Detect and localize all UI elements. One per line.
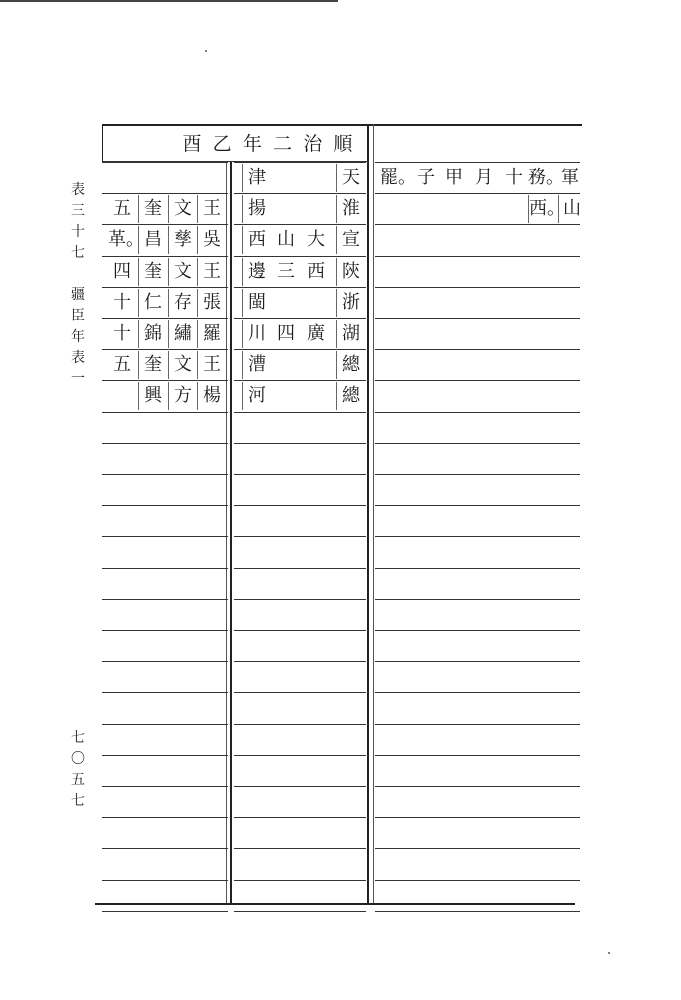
post-char: 閩 bbox=[242, 289, 271, 317]
post-char: 三 bbox=[277, 261, 295, 282]
row-line-right bbox=[375, 412, 580, 413]
row-line-right bbox=[375, 568, 580, 569]
row-line-left bbox=[102, 505, 228, 506]
official-char: 奎 bbox=[138, 351, 167, 379]
row-line-mid bbox=[234, 880, 366, 881]
row-line-mid bbox=[234, 599, 366, 600]
column-divider-main-inner bbox=[373, 124, 374, 904]
side-title-char: 七 bbox=[71, 245, 85, 261]
row-line-right bbox=[375, 193, 580, 194]
row-line-left bbox=[102, 661, 228, 662]
print-speck bbox=[608, 952, 610, 954]
row-line-left bbox=[102, 162, 228, 163]
row-line-left bbox=[102, 817, 228, 818]
row-line-mid bbox=[234, 224, 366, 225]
row-line-mid bbox=[234, 193, 366, 194]
right-text-char: 十 bbox=[505, 167, 523, 188]
row-line-mid bbox=[234, 287, 366, 288]
column-divider-mid-inner bbox=[226, 162, 227, 904]
official-char: 革。 bbox=[108, 229, 144, 250]
year-header-char: 乙 bbox=[212, 133, 232, 155]
page-number-char: 七 bbox=[71, 793, 85, 809]
row-line-mid bbox=[234, 630, 366, 631]
row-line-mid bbox=[234, 848, 366, 849]
row-line-left bbox=[102, 256, 228, 257]
row-line-mid bbox=[234, 256, 366, 257]
side-title-char: 一 bbox=[71, 371, 85, 387]
year-header-char: 年 bbox=[242, 133, 262, 155]
table-bottom-line bbox=[95, 903, 575, 905]
right-text-char: 西。 bbox=[528, 195, 555, 223]
row-line-left bbox=[102, 848, 228, 849]
row-line-right bbox=[375, 848, 580, 849]
row-line-left bbox=[102, 349, 228, 350]
year-header bbox=[180, 130, 355, 158]
top-border-line bbox=[0, 0, 338, 2]
official-char: 文 bbox=[168, 258, 197, 286]
row-line-mid bbox=[234, 568, 366, 569]
post-char: 天 bbox=[336, 164, 365, 192]
row-line-mid bbox=[234, 692, 366, 693]
official-char: 王 bbox=[197, 258, 226, 286]
official-char: 存 bbox=[168, 289, 197, 317]
official-char: 十 bbox=[113, 292, 131, 313]
side-title-char: 臣 bbox=[71, 308, 85, 324]
official-char: 四 bbox=[113, 261, 131, 282]
year-header-char: 酉 bbox=[182, 133, 202, 155]
row-line-left bbox=[102, 568, 228, 569]
page-number bbox=[70, 728, 86, 812]
official-char: 興 bbox=[138, 382, 167, 410]
row-line-right bbox=[375, 474, 580, 475]
official-char: 繡 bbox=[168, 320, 197, 348]
row-line-right bbox=[375, 755, 580, 756]
official-char: 奎 bbox=[138, 195, 167, 223]
post-char: 總 bbox=[336, 351, 365, 379]
row-line-mid bbox=[234, 755, 366, 756]
row-line-right bbox=[375, 661, 580, 662]
post-char: 四 bbox=[277, 323, 295, 344]
official-char: 五 bbox=[113, 198, 131, 219]
right-text-char: 山 bbox=[558, 195, 585, 223]
side-title-char: 三 bbox=[71, 203, 85, 219]
side-title bbox=[70, 180, 86, 390]
row-line-left bbox=[102, 786, 228, 787]
row-line-left bbox=[102, 630, 228, 631]
left-edge bbox=[102, 124, 103, 162]
row-line-left bbox=[102, 287, 228, 288]
post-char: 山 bbox=[277, 229, 295, 250]
header-underline bbox=[102, 161, 368, 162]
row-line-left bbox=[102, 318, 228, 319]
row-line-right bbox=[375, 318, 580, 319]
row-line-right bbox=[375, 880, 580, 881]
post-char: 漕 bbox=[242, 351, 271, 379]
official-char: 文 bbox=[168, 195, 197, 223]
side-title-char: 表 bbox=[71, 182, 85, 198]
year-header-char: 治 bbox=[303, 133, 323, 155]
row-line-left bbox=[102, 412, 228, 413]
row-line-left bbox=[102, 224, 228, 225]
official-char: 仁 bbox=[138, 289, 167, 317]
year-header-char: 順 bbox=[333, 133, 353, 155]
official-char: 奎 bbox=[138, 258, 167, 286]
post-char: 津 bbox=[242, 164, 271, 192]
post-char: 大 bbox=[307, 229, 325, 250]
row-line-right bbox=[375, 536, 580, 537]
page-number-char: 〇 bbox=[71, 751, 85, 767]
row-line-left bbox=[102, 193, 228, 194]
row-line-right bbox=[375, 599, 580, 600]
official-char: 昌 bbox=[138, 226, 167, 254]
right-text-char: 甲 bbox=[445, 167, 463, 188]
side-title-char: 疆 bbox=[71, 287, 85, 303]
row-line-right bbox=[375, 505, 580, 506]
official-char: 張 bbox=[197, 289, 226, 317]
row-line-mid bbox=[234, 318, 366, 319]
right-text-char: 軍 bbox=[561, 167, 579, 188]
post-char: 陝 bbox=[336, 258, 365, 286]
official-char: 楊 bbox=[197, 382, 226, 410]
post-char: 邊 bbox=[242, 258, 271, 286]
print-speck bbox=[205, 50, 207, 52]
official-char: 五 bbox=[113, 354, 131, 375]
official-char: 錦 bbox=[138, 320, 167, 348]
page-number-char: 七 bbox=[71, 730, 85, 746]
row-line-right bbox=[375, 287, 580, 288]
row-line-left bbox=[102, 755, 228, 756]
official-char: 王 bbox=[197, 195, 226, 223]
row-line-right bbox=[375, 630, 580, 631]
row-line-right bbox=[375, 256, 580, 257]
row-line-mid bbox=[234, 474, 366, 475]
official-char: 文 bbox=[168, 351, 197, 379]
row-line-mid bbox=[234, 724, 366, 725]
row-line-right bbox=[375, 692, 580, 693]
row-line-mid bbox=[234, 380, 366, 381]
post-char: 湖 bbox=[336, 320, 365, 348]
post-char: 宣 bbox=[336, 226, 365, 254]
post-char: 廣 bbox=[307, 323, 325, 344]
row-line-right bbox=[375, 162, 580, 163]
post-char: 西 bbox=[242, 226, 271, 254]
row-line-mid bbox=[234, 412, 366, 413]
row-line-mid bbox=[234, 443, 366, 444]
row-line-left bbox=[102, 724, 228, 725]
row-line-mid bbox=[234, 505, 366, 506]
row-line-left bbox=[102, 911, 228, 912]
side-title-char: 年 bbox=[71, 329, 85, 345]
year-header-char: 二 bbox=[273, 133, 293, 155]
post-char: 總 bbox=[336, 382, 365, 410]
row-line-right bbox=[375, 349, 580, 350]
side-title-char bbox=[70, 264, 86, 285]
row-line-right bbox=[375, 380, 580, 381]
column-divider-main bbox=[367, 124, 369, 904]
row-line-right bbox=[375, 224, 580, 225]
row-line-left bbox=[102, 474, 228, 475]
row-line-mid bbox=[234, 817, 366, 818]
row-line-right bbox=[375, 443, 580, 444]
page-number-char: 五 bbox=[71, 772, 85, 788]
column-divider-mid bbox=[230, 162, 232, 904]
post-char: 河 bbox=[242, 382, 271, 410]
side-title-char: 表 bbox=[71, 350, 85, 366]
row-line-left bbox=[102, 599, 228, 600]
right-text-char: 子 bbox=[417, 167, 435, 188]
row-line-left bbox=[102, 880, 228, 881]
row-line-left bbox=[102, 536, 228, 537]
row-line-left bbox=[102, 692, 228, 693]
right-text-char: 罷。 bbox=[380, 167, 416, 188]
right-text-char: 務。 bbox=[528, 167, 564, 188]
row-line-mid bbox=[234, 911, 366, 912]
official-char: 吳 bbox=[197, 226, 226, 254]
official-char: 王 bbox=[197, 351, 226, 379]
official-char: 方 bbox=[168, 382, 197, 410]
official-char: 孳 bbox=[168, 226, 197, 254]
row-line-mid bbox=[234, 349, 366, 350]
side-title-char: 十 bbox=[71, 224, 85, 240]
row-line-mid bbox=[234, 162, 366, 163]
table-top-line bbox=[102, 124, 582, 126]
row-line-right bbox=[375, 786, 580, 787]
official-char: 羅 bbox=[197, 320, 226, 348]
row-line-mid bbox=[234, 536, 366, 537]
row-line-right bbox=[375, 724, 580, 725]
row-line-mid bbox=[234, 786, 366, 787]
row-line-right bbox=[375, 911, 580, 912]
post-char: 西 bbox=[307, 261, 325, 282]
post-char: 川 bbox=[242, 320, 271, 348]
row-line-right bbox=[375, 817, 580, 818]
row-line-left bbox=[102, 443, 228, 444]
post-char: 浙 bbox=[336, 289, 365, 317]
official-char: 十 bbox=[113, 323, 131, 344]
row-line-left bbox=[102, 380, 228, 381]
post-char: 揚 bbox=[242, 195, 271, 223]
right-text-char: 月 bbox=[475, 167, 493, 188]
post-char: 淮 bbox=[336, 195, 365, 223]
row-line-mid bbox=[234, 661, 366, 662]
